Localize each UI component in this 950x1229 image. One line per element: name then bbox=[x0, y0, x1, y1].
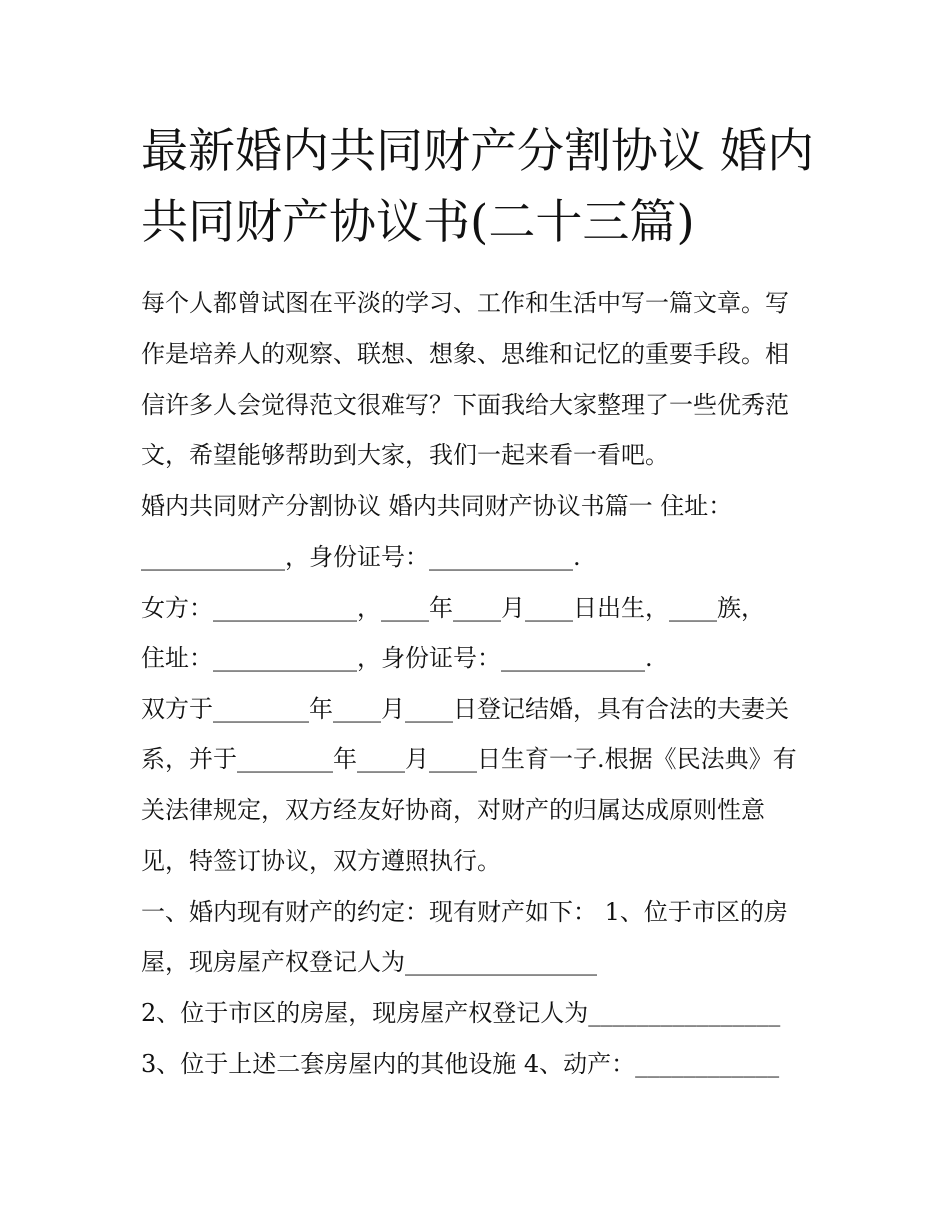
body-line: 住址：____________，身份证号：____________. bbox=[141, 644, 653, 672]
body-line: 作是培养人的观察、联想、想象、思维和记忆的重要手段。相 bbox=[141, 340, 789, 368]
body-line: 一、婚内现有财产的约定：现有财产如下： 1、位于市区的房 bbox=[141, 898, 788, 926]
document-title: 最新婚内共同财产分割协议 婚内共同财产协议书(二十三篇) bbox=[141, 124, 814, 250]
body-line: 信许多人会觉得范文很难写？下面我给大家整理了一些优秀范 bbox=[141, 391, 789, 419]
body-line: 女方：____________，____年____月____日出生，____族， bbox=[141, 594, 765, 622]
body-line: 屋，现房屋产权登记人为________________ bbox=[141, 948, 597, 976]
body-line: 见，特签订协议，双方遵照执行。 bbox=[141, 847, 501, 875]
body-line: 2、位于市区的房屋，现房屋产权登记人为________________ bbox=[141, 999, 781, 1027]
body-line: 双方于________年____月____日登记结婚，具有合法的夫妻关 bbox=[141, 695, 789, 723]
body-line: 3、位于上述二套房屋内的其他设施 4、动产：____________ bbox=[141, 1050, 780, 1078]
body-line: 系，并于________年____月____日生育一子.根据《民法典》有 bbox=[141, 745, 797, 773]
body-line: 关法律规定，双方经友好协商，对财产的归属达成原则性意 bbox=[141, 796, 765, 824]
body-line: 文，希望能够帮助到大家，我们一起来看一看吧。 bbox=[141, 441, 669, 469]
body-line: ____________，身份证号：____________. bbox=[141, 543, 581, 571]
body-line: 每个人都曾试图在平淡的学习、工作和生活中写一篇文章。写 bbox=[141, 289, 789, 317]
section-heading-line: 婚内共同财产分割协议 婚内共同财产协议书篇一 住址： bbox=[141, 492, 733, 520]
